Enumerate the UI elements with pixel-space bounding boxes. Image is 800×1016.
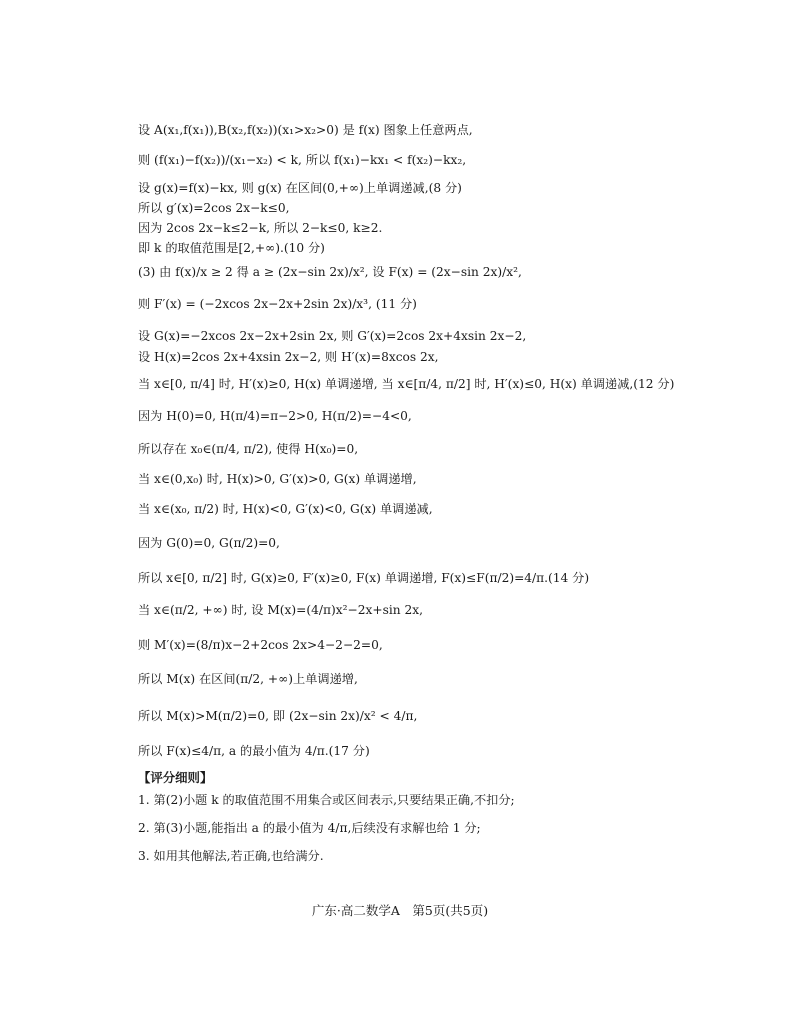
solution-line: 设 H(x)=2cos 2x+4xsin 2x−2, 则 H′(x)=8xcos 2x,: [138, 350, 439, 364]
solution-line: 设 A(x₁,f(x₁)),B(x₂,f(x₂))(x₁>x₂>0) 是 f(x) 图象上任意两点,: [138, 123, 473, 137]
solution-line: 当 x∈(0,x₀) 时, H(x)>0, G′(x)>0, G(x) 单调递增,: [138, 472, 417, 486]
solution-line: 所以 g′(x)=2cos 2x−k≤0,: [138, 201, 290, 215]
rubric-item: 2. 第(3)小题,能指出 a 的最小值为 4/π,后续没有求解也给 1 分;: [138, 821, 481, 835]
solution-line: 则 (f(x₁)−f(x₂))/(x₁−x₂) < k, 所以 f(x₁)−kx₁ < f(x₂)−kx₂,: [138, 153, 467, 167]
solution-line: 因为 G(0)=0, G(π/2)=0,: [138, 536, 280, 550]
solution-line: 所以 M(x) 在区间(π/2, +∞)上单调递增,: [138, 672, 358, 686]
solution-line: (3) 由 f(x)/x ≥ 2 得 a ≥ (2x−sin 2x)/x², 设 F(x) = (2x−sin 2x)/x²,: [138, 265, 522, 279]
solution-line: 则 F′(x) = (−2xcos 2x−2x+2sin 2x)/x³, (11 分): [138, 297, 417, 311]
solution-line: 所以 F(x)≤4/π, a 的最小值为 4/π.(17 分): [138, 744, 370, 758]
rubric-item: 1. 第(2)小题 k 的取值范围不用集合或区间表示,只要结果正确,不扣分;: [138, 793, 515, 807]
solution-line: 当 x∈(π/2, +∞) 时, 设 M(x)=(4/π)x²−2x+sin 2x,: [138, 603, 423, 617]
solution-line: 因为 H(0)=0, H(π/4)=π−2>0, H(π/2)=−4<0,: [138, 409, 412, 423]
solution-line: 因为 2cos 2x−k≤2−k, 所以 2−k≤0, k≥2.: [138, 221, 383, 235]
page-footer: 广东·高二数学A 第5页(共5页): [311, 903, 489, 918]
solution-line: 设 g(x)=f(x)−kx, 则 g(x) 在区间(0,+∞)上单调递减,(8 分): [138, 181, 462, 195]
solution-line: 所以存在 x₀∈(π/4, π/2), 使得 H(x₀)=0,: [138, 442, 359, 456]
solution-line: 即 k 的取值范围是[2,+∞).(10 分): [138, 241, 325, 255]
rubric-heading: 【评分细则】: [138, 770, 213, 785]
rubric-item: 3. 如用其他解法,若正确,也给满分.: [138, 849, 324, 863]
solution-line: 设 G(x)=−2xcos 2x−2x+2sin 2x, 则 G′(x)=2cos 2x+4xsin 2x−2,: [138, 329, 527, 343]
solution-line: 当 x∈[0, π/4] 时, H′(x)≥0, H(x) 单调递增, 当 x∈[π/4, π/2] 时, H′(x)≤0, H(x) 单调递减,(12 分): [138, 377, 675, 391]
solution-line: 所以 x∈[0, π/2] 时, G(x)≥0, F′(x)≥0, F(x) 单调递增, F(x)≤F(π/2)=4/π.(14 分): [138, 571, 590, 585]
solution-line: 所以 M(x)>M(π/2)=0, 即 (2x−sin 2x)/x² < 4/π,: [138, 709, 418, 723]
solution-line: 则 M′(x)=(8/π)x−2+2cos 2x>4−2−2=0,: [138, 638, 383, 652]
solution-line: 当 x∈(x₀, π/2) 时, H(x)<0, G′(x)<0, G(x) 单调递减,: [138, 502, 433, 516]
